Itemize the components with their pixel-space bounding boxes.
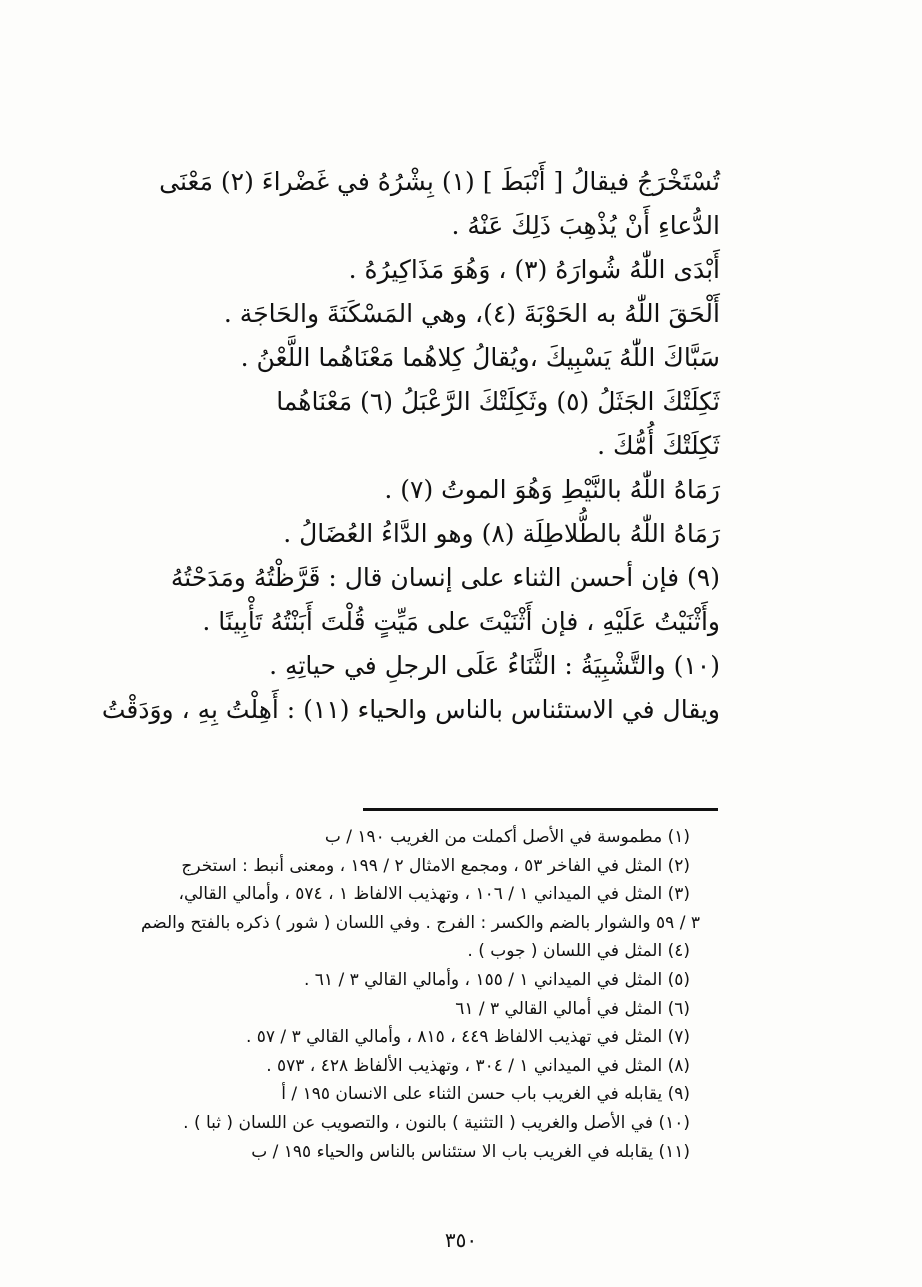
text-line: ويقال في الاستئناس بالناس والحياء (١١) : أَهِلْتُ بِهِ ، ووَدَقْتُ [101, 695, 720, 724]
footnote-divider [363, 808, 718, 811]
text-line: رَمَاهُ اللّٰهُ بالطُّلاطِلَة (٨) وهو الدَّاءُ العُضَالُ . [283, 519, 720, 548]
footnotes-block [70, 823, 700, 1166]
text-line: (٩) فإن أحسن الثناء على إنسان قال : قَرَّظْتُهُ ومَدَحْتُهُ [170, 563, 720, 592]
text-line: أَلْحَقَ اللّٰهُ به الحَوْبَةَ (٤)، وهي المَسْكَنَةَ والحَاجَة . [223, 299, 720, 328]
footnote: (١٠) في الأصل والغريب ( التثنية ) بالنون ، والتصويب عن اللسان ( ثبا ) . [183, 1112, 690, 1133]
footnote: (١) مطموسة في الأصل أكملت من الغريب ١٩٠ / ب [324, 827, 690, 847]
footnote: (٧) المثل في تهذيب الالفاظ ٤٤٩ ، ٨١٥ ، وأمالي القالي ٣ / ٥٧ . [245, 1027, 690, 1048]
main-text-block [80, 160, 720, 732]
text-line: (١٠) والتَّشْبِيَةُ : الثَّنَاءُ عَلَى الرجلِ في حياتِهِ . [269, 651, 720, 680]
text-line: أَبْدَى اللّٰهُ شُوارَهُ (٣) ، وَهُوَ مَذَاكِيرُهُ . [348, 255, 720, 284]
footnote: (٨) المثل في الميداني ١ / ٣٠٤ ، وتهذيب الألفاظ ٤٢٨ ، ٥٧٣ . [266, 1055, 690, 1076]
text-line: رَمَاهُ اللّٰهُ بالنَّيْطِ وَهُوَ الموتُ (٧) . [384, 475, 720, 504]
footnote: (٥) المثل في الميداني ١ / ١٥٥ ، وأمالي القالي ٣ / ٦١ . [303, 969, 690, 990]
text-line: سَبَّاكَ اللّٰهُ يَسْبِيكَ ،ويُقالُ كِلاهُما مَعْنَاهُما اللَّعْنُ . [240, 343, 720, 372]
footnote: (٤) المثل في اللسان ( جوب ) . [467, 941, 690, 962]
text-line: وأَثْنَيْتُ عَلَيْهِ ، فإن أَثْنَيْتَ على مَيِّتٍ قُلْتَ أَبَنْتُهُ تَأْبِينًا . [202, 607, 720, 636]
footnote-continuation: ٣ / ٥٩ والشوار بالضم والكسر : الفرج . وفي اللسان ( شور ) ذكره بالفتح والضم [140, 912, 700, 933]
footnote: (١١) يقابله في الغريب باب الا ستئناس بالناس والحياء ١٩٥ / ب [251, 1141, 690, 1162]
text-line: تُسْتَخْرَجُ فيقالُ [ أَنْبَطَ ] (١) بِشْرُهُ في غَضْراءَ (٢) مَعْنَى [159, 167, 720, 196]
text-line: الدُّعاءِ أَنْ يُذْهِبَ ذَلِكَ عَنْهُ . [451, 211, 720, 240]
footnote: (٣) المثل في الميداني ١ / ١٠٦ ، وتهذيب الالفاظ ١ ، ٥٧٤ ، وأمالي القالي، [178, 884, 690, 905]
footnote: (٦) المثل في أمالي القالي ٣ / ٦١ [455, 998, 690, 1019]
footnote: (٩) يقابله في الغريب باب حسن الثناء على الانسان ١٩٥ / أ [281, 1084, 690, 1105]
page-number: ٣٥٠ [444, 1228, 478, 1252]
text-line: ثَكِلَتْكَ أُمُّكَ . [597, 431, 720, 460]
text-line: ثَكِلَتْكَ الجَثَلُ (٥) وثَكِلَتْكَ الرَّعْبَلُ (٦) مَعْنَاهُما [276, 387, 720, 416]
footnote: (٢) المثل في الفاخر ٥٣ ، ومجمع الامثال ٢ / ١٩٩ ، ومعنى أنبط : استخرج [181, 855, 690, 876]
